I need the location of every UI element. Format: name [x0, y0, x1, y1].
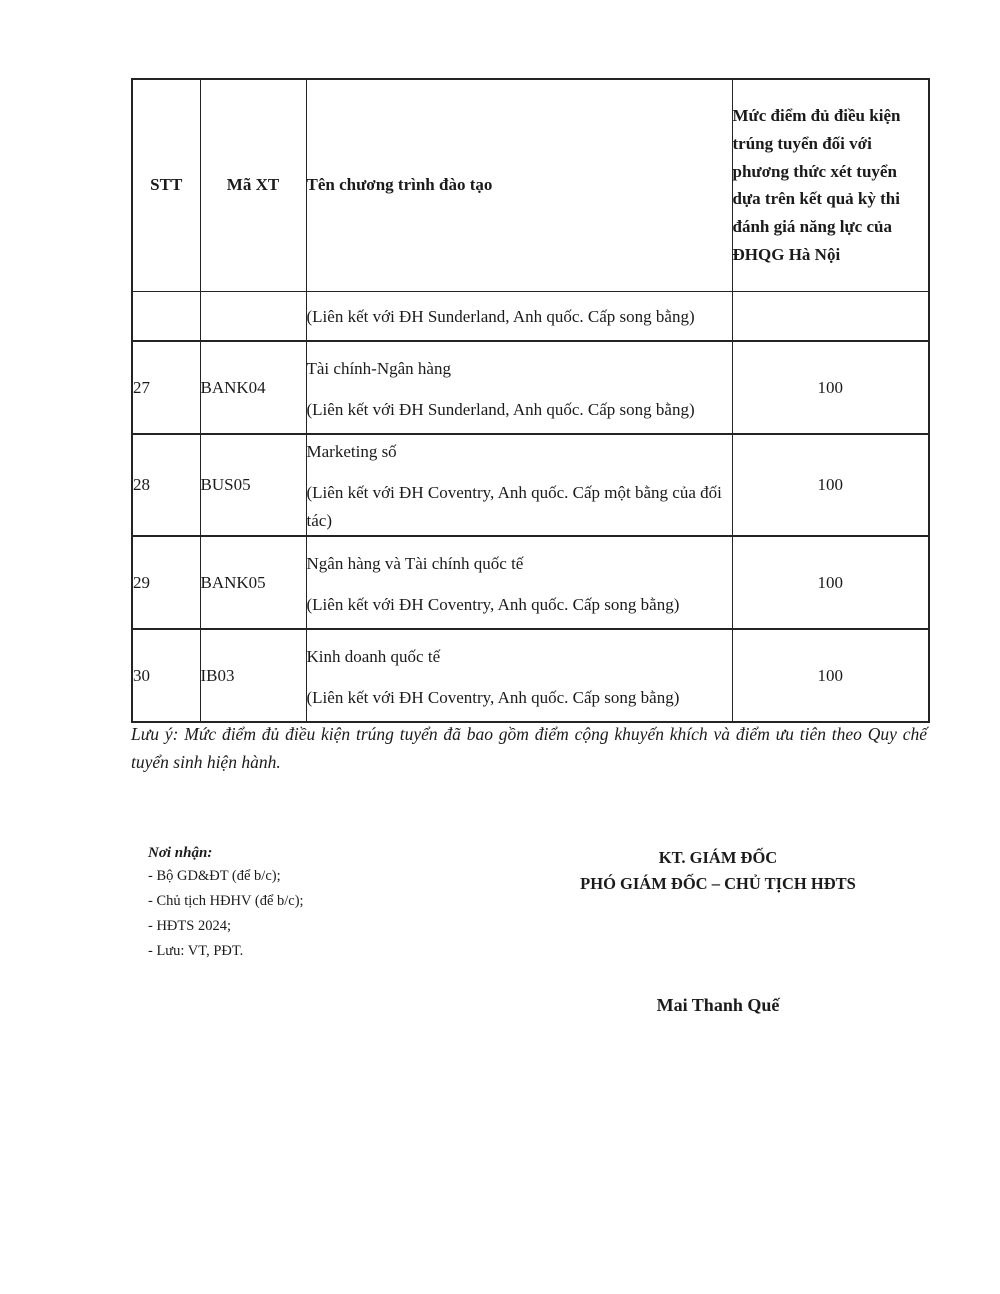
cell-program [306, 291, 732, 341]
program-note: (Liên kết với ĐH Coventry, Anh quốc. Cấp song bằng) [306, 594, 680, 614]
header-stt: STT [132, 79, 200, 291]
cell-score [732, 291, 929, 341]
header-ma-xt: Mã XT [200, 79, 306, 291]
table-row [132, 629, 929, 722]
cell-code: BANK05 [200, 536, 306, 629]
cell-code [200, 291, 306, 341]
cell-score: 100 [732, 536, 929, 629]
recipient-item: - Chủ tịch HĐHV (để b/c); [148, 893, 304, 909]
cell-program [306, 536, 732, 629]
cell-program [306, 341, 732, 434]
table-header-row [132, 79, 929, 291]
admission-scores-table [131, 78, 930, 723]
cell-code: IB03 [200, 629, 306, 722]
footnote: Lưu ý: Mức điểm đủ điều kiện trúng tuyển đã bao gồm điểm cộng khuyến khích và điểm ưu tiên theo Quy chế tuyển sinh hiện hành. [131, 724, 927, 772]
recipients-block [148, 845, 304, 968]
signature-block [518, 845, 918, 1016]
cell-stt: 27 [132, 341, 200, 434]
signer-name: Mai Thanh Quế [656, 995, 780, 1015]
recipient-item: - Lưu: VT, PĐT. [148, 943, 244, 959]
program-name: Kinh doanh quốc tế [306, 646, 441, 666]
program-note: (Liên kết với ĐH Sunderland, Anh quốc. Cấp song bằng) [306, 307, 695, 327]
cell-program [306, 434, 732, 536]
cell-stt: 29 [132, 536, 200, 629]
cell-code: BANK04 [200, 341, 306, 434]
program-note: (Liên kết với ĐH Sunderland, Anh quốc. Cấp song bằng) [306, 399, 695, 419]
program-note: (Liên kết với ĐH Coventry, Anh quốc. Cấp một bằng của đối tác) [306, 483, 722, 530]
recipients-title: Nơi nhận: [148, 845, 213, 861]
recipient-item: - Bộ GD&ĐT (để b/c); [148, 868, 281, 884]
table-row [132, 434, 929, 536]
program-note: (Liên kết với ĐH Coventry, Anh quốc. Cấp song bằng) [306, 687, 680, 707]
program-name: Tài chính-Ngân hàng [306, 358, 451, 378]
header-score: Mức điểm đủ điều kiện trúng tuyển đối với phương thức xét tuyển dựa trên kết quả kỳ thi đánh giá năng lực của ĐHQG Hà Nội [732, 79, 929, 291]
program-name: Ngân hàng và Tài chính quốc tế [306, 553, 524, 573]
signature-title: KT. GIÁM ĐỐC [658, 848, 778, 867]
cell-stt: 30 [132, 629, 200, 722]
program-name: Marketing số [306, 442, 397, 461]
cell-stt: 28 [132, 434, 200, 536]
header-program: Tên chương trình đào tạo [306, 79, 732, 291]
cell-score: 100 [732, 629, 929, 722]
cell-program [306, 629, 732, 722]
cell-stt [132, 291, 200, 341]
table-row [132, 536, 929, 629]
table-row-continuation [132, 291, 929, 341]
table-row [132, 341, 929, 434]
cell-score: 100 [732, 434, 929, 536]
cell-score: 100 [732, 341, 929, 434]
cell-code: BUS05 [200, 434, 306, 536]
signature-subtitle: PHÓ GIÁM ĐỐC – CHỦ TỊCH HĐTS [580, 874, 856, 893]
recipient-item: - HĐTS 2024; [148, 918, 231, 934]
